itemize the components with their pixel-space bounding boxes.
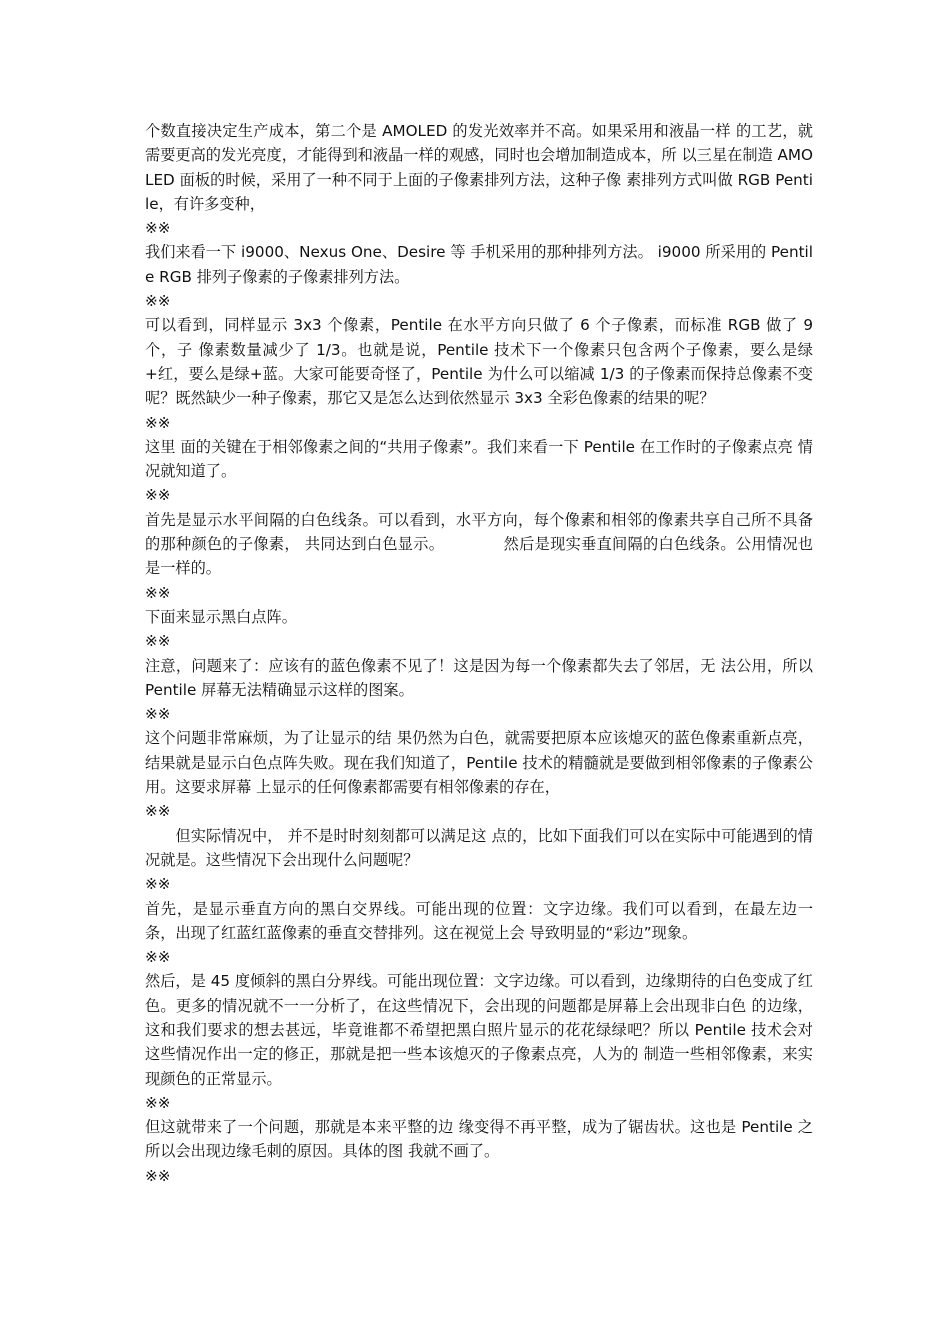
separator-1: ※※ <box>145 219 171 238</box>
paragraph-10: 首先，是显示垂直方向的黑白交界线。可能出现的位置：文字边缘。我们可以看到，在最左边一条，出现了红蓝红蓝像素的垂直交替排列。这在视觉上会 导致明显的“彩边”现象。 <box>145 899 813 942</box>
document-body <box>145 119 813 1188</box>
paragraph-7: 注意，问题来了：应该有的蓝色像素不见了！这是因为每一个像素都失去了邻居，无 法公用，所以 Pentile 屏幕无法精确显示这样的图案。 <box>145 656 813 699</box>
separator-6: ※※ <box>145 632 171 651</box>
paragraph-1: 个数直接决定生产成本，第二个是 AMOLED 的发光效率并不高。如果采用和液晶一样 的工艺，就需要更高的发光亮度，才能得到和液晶一样的观感，同时也会增加制造成本，所 以三星在制造 AMOLED 面板的时候，采用了一种不同于上面的子像素排列方法，这种子像 素排列方式叫做 RGB Pentile，有许多变种， <box>145 122 813 213</box>
separator-5: ※※ <box>145 583 171 602</box>
paragraph-9: 但实际情况中， 并不是时时刻刻都可以满足这 点的，比如下面我们可以在实际中可能遇到的情况就是。这些情况下会出现什么问题呢？ <box>145 826 813 869</box>
separator-12: ※※ <box>145 1166 171 1185</box>
separator-9: ※※ <box>145 875 171 894</box>
separator-4: ※※ <box>145 486 171 505</box>
separator-10: ※※ <box>145 948 171 967</box>
paragraph-12: 但这就带来了一个问题，那就是本来平整的边 缘变得不再平整，成为了锯齿状。这也是 Pentile 之所以会出现边缘毛刺的原因。具体的图 我就不画了。 <box>145 1118 813 1161</box>
separator-8: ※※ <box>145 802 171 821</box>
paragraph-5: 首先是显示水平间隔的白色线条。可以看到，水平方向，每个像素和相邻的像素共享自己所不具备的那种颜色的子像素， 共同达到白色显示。 然后是现实垂直间隔的白色线条。公用情况也是一样的。 <box>145 510 813 578</box>
paragraph-11: 然后，是 45 度倾斜的黑白分界线。可能出现位置：文字边缘。可以看到，边缘期待的白色变成了红色。更多的情况就不一一分析了，在这些情况下，会出现的问题都是屏幕上会出现非白色 的边缘，这和我们要求的想去甚远，毕竟谁都不希望把黑白照片显示的花花绿绿吧？所以 Pentile 技术会对这些情况作出一定的修正，那就是把一些本该熄灭的子像素点亮，人为的 制造一些相邻像素，来实现颜色的正常显示。 <box>145 972 813 1088</box>
paragraph-6: 下面来显示黑白点阵。 <box>145 607 297 626</box>
paragraph-8: 这个问题非常麻烦，为了让显示的结 果仍然为白色，就需要把原本应该熄灭的蓝色像素重新点亮，结果就是显示白色点阵失败。现在我们知道了，Pentile 技术的精髓就是要做到相邻像素的子像素公用。这要求屏幕 上显示的任何像素都需要有相邻像素的存在， <box>145 729 813 797</box>
paragraph-4: 这里 面的关键在于相邻像素之间的“共用子像素”。我们来看一下 Pentile 在工作时的子像素点亮 情况就知道了。 <box>145 437 813 481</box>
separator-3: ※※ <box>145 413 171 432</box>
paragraph-3: 可以看到，同样显示 3x3 个像素，Pentile 在水平方向只做了 6 个子像素，而标准 RGB 做了 9 个，子 像素数量减少了 1/3。也就是说，Pentile 技术下一个像素只包含两个子像素，要么是绿+红，要么是绿+蓝。大家可能要奇怪了，Pentile 为什么可以缩减 1/3 的子像素而保持总像素不变 呢？既然缺少一种子像素，那它又是怎么达到依然显示 3x3 全彩色像素的结果的呢？ <box>145 316 813 408</box>
separator-2: ※※ <box>145 292 171 311</box>
paragraph-2: 我们来看一下 i9000、Nexus One、Desire 等 手机采用的那种排列方法。 i9000 所采用的 Pentile RGB 排列子像素的子像素排列方法。 <box>145 243 813 286</box>
separator-7: ※※ <box>145 705 171 724</box>
separator-11: ※※ <box>145 1093 171 1112</box>
